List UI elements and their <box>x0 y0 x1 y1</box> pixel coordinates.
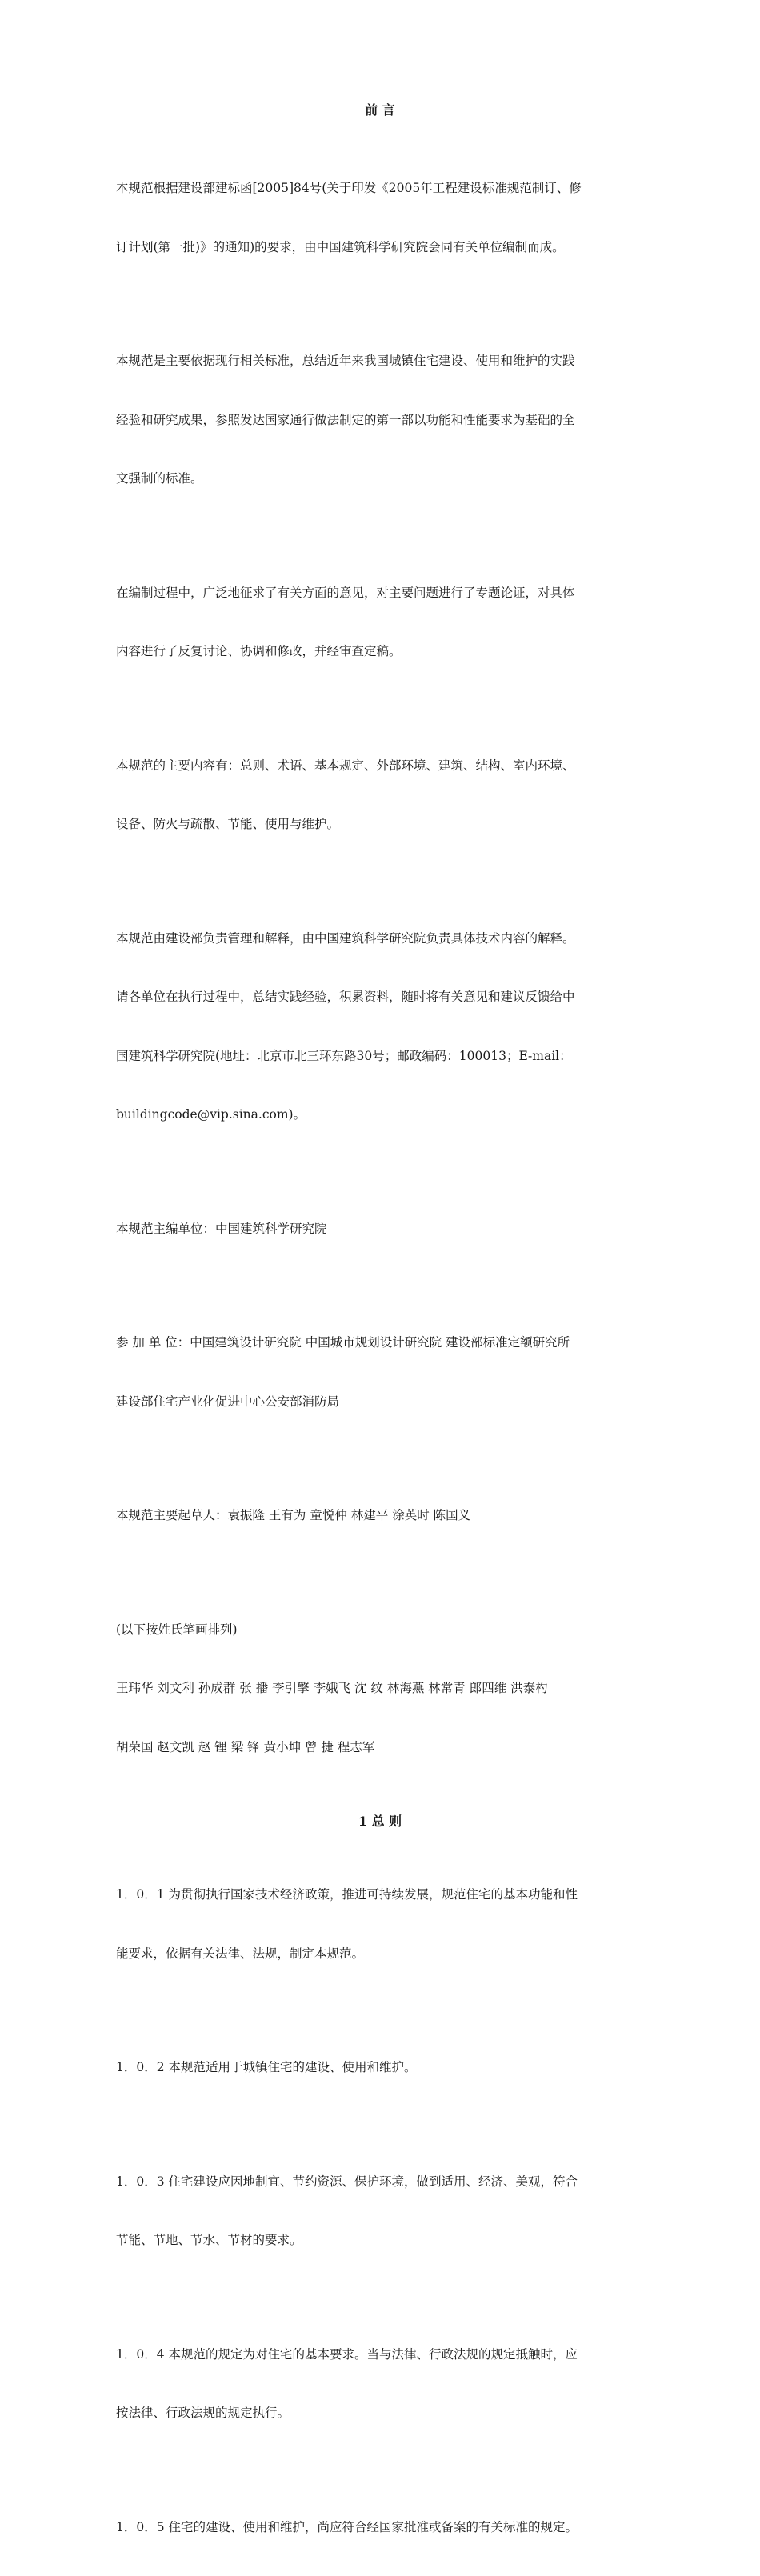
text-line: 本规范根据建设部建标函[2005]84号(关于印发《2005年工程建设标准规范制订、修 <box>116 178 644 198</box>
document-content <box>116 101 644 2576</box>
text-line: 1．0．2 本规范适用于城镇住宅的建设、使用和维护。 <box>116 2058 644 2078</box>
text-line: 节能、节地、节水、节材的要求。 <box>116 2230 644 2250</box>
text-line: buildingcode@vip.sina.com)。 <box>116 1105 644 1125</box>
drafters-note: (以下按姓氏笔画排列) <box>116 1620 644 1640</box>
text-line: 内容进行了反复讨论、协调和修改，并经审查定稿。 <box>116 642 644 662</box>
chief-editor-unit <box>116 1180 644 1278</box>
text-line: 国建筑科学研究院(地址：北京市北三环东路30号；邮政编码：100013；E-mail： <box>116 1046 644 1066</box>
text-line: 1．0．1 为贯彻执行国家技术经济政策，推进可持续发展，规范住宅的基本功能和性 <box>116 1885 644 1905</box>
text-line: 经验和研究成果，参照发达国家通行做法制定的第一部以功能和性能要求为基础的全 <box>116 410 644 430</box>
text-line: 王玮华 刘文利 孙成群 张 播 李引擎 李娥飞 沈 纹 林海燕 林常青 郎四维 洪泰杓 <box>116 1678 644 1698</box>
preface-paragraph-4 <box>116 717 644 874</box>
document-page <box>0 0 760 1075</box>
text-line: 1．0．4 本规范的规定为对住宅的基本要求。当与法律、行政法规的规定抵触时，应 <box>116 2345 644 2365</box>
text-line: 文强制的标准。 <box>116 469 644 489</box>
preface-paragraph-3 <box>116 544 644 701</box>
text-line: 订计划(第一批)》的通知)的要求，由中国建筑科学研究院会同有关单位编制而成。 <box>116 238 644 258</box>
main-drafters <box>116 1466 644 1565</box>
text-line: 1．0．3 住宅建设应因地制宜、节约资源、保护环境，做到适用、经济、美观，符合 <box>116 2172 644 2192</box>
preface-paragraph-5 <box>116 890 644 1164</box>
text-line: 请各单位在执行过程中，总结实践经验，积累资料，随时将有关意见和建议反馈给中 <box>116 987 644 1007</box>
clause-1-0-4 <box>116 2306 644 2462</box>
text-line: 设备、防火与疏散、节能、使用与维护。 <box>116 814 644 834</box>
text-line: 本规范由建设部负责管理和解释，由中国建筑科学研究院负责具体技术内容的解释。 <box>116 929 644 949</box>
clause-1-0-2 <box>116 2018 644 2117</box>
preface-title: 前 言 <box>116 101 644 120</box>
text-line: 本规范的主要内容有：总则、术语、基本规定、外部环境、建筑、结构、室内环境、 <box>116 756 644 776</box>
text-line: 1．0．5 住宅的建设、使用和维护，尚应符合经国家批准或备案的有关标准的规定。 <box>116 2518 644 2538</box>
preface-paragraph-2 <box>116 312 644 528</box>
text-line: 参 加 单 位：中国建筑设计研究院 中国城市规划设计研究院 建设部标准定额研究所 <box>116 1333 644 1353</box>
clause-1-0-5 <box>116 2478 644 2576</box>
text-line: 能要求，依据有关法律、法规，制定本规范。 <box>116 1944 644 1964</box>
section-title: 1 总 则 <box>116 1812 644 1831</box>
clause-1-0-3 <box>116 2133 644 2290</box>
text-line: 在编制过程中，广泛地征求了有关方面的意见，对主要问题进行了专题论证，对具体 <box>116 583 644 603</box>
participating-units <box>116 1294 644 1450</box>
other-drafters <box>116 1581 644 1797</box>
text-line: 本规范主编单位：中国建筑科学研究院 <box>116 1219 644 1239</box>
text-line: 按法律、行政法规的规定执行。 <box>116 2403 644 2423</box>
text-line: 建设部住宅产业化促进中心公安部消防局 <box>116 1392 644 1412</box>
preface-paragraph-1 <box>116 139 644 296</box>
text-line: 胡荣国 赵文凯 赵 锂 梁 锋 黄小坤 曾 捷 程志军 <box>116 1738 644 1758</box>
text-line: 本规范主要起草人：袁振隆 王有为 童悦仲 林建平 涂英时 陈国义 <box>116 1506 644 1526</box>
text-line: 本规范是主要依据现行相关标准，总结近年来我国城镇住宅建设、使用和维护的实践 <box>116 351 644 371</box>
clause-1-0-1 <box>116 1846 644 2002</box>
